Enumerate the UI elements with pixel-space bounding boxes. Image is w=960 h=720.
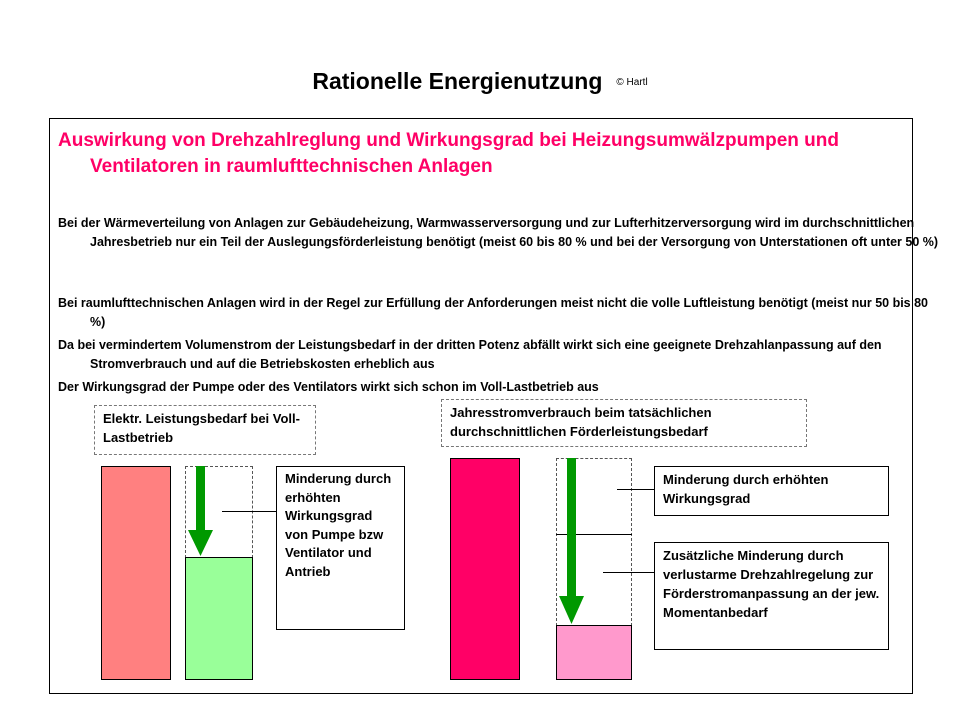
callout-line-left [222, 511, 277, 512]
reduction-arrow-left [185, 466, 225, 558]
right-callout-2: Zusätzliche Minderung durch verlustarme Drehzahlregelung zur Förderstromanpassung an der jew. Momentanbedarf [654, 542, 889, 650]
title-text: Rationelle Energienutzung [312, 68, 603, 94]
left-diagram-label: Elektr. Leistungsbedarf bei Voll-Lastbetrieb [94, 405, 316, 455]
reduction-arrow-right [556, 458, 596, 626]
right-callout-1: Minderung durch erhöhten Wirkungsgrad [654, 466, 889, 516]
section-heading: Auswirkung von Drehzahlreglung und Wirkungsgrad bei Heizungsumwälzpumpen und Ventilatoren in raumlufttechnischen Anlagen [58, 130, 839, 177]
left-callout: Minderung durch erhöhten Wirkungsgrad von Pumpe bzw Ventilator und Antrieb [276, 466, 405, 630]
paragraph-3: Da bei vermindertem Volumenstrom der Leistungsbedarf in der dritten Potenz abfällt wirkt sich eine geeignete Drehzahlanpassung auf den Stromverbrauch und auf die Betriebskosten erheblich aus [58, 338, 882, 371]
paragraph-1: Bei der Wärmeverteilung von Anlagen zur Gebäudeheizung, Warmwasserversorgung und zur Lufterhitzerversorgung wird im durchschnittlichen Jahresbetrieb nur ein Teil der Auslegungsförderleistung benötigt (meist 60 bis 80 % und bei der Versorgung von Unterstationen oft unter 50 %) [58, 216, 939, 249]
reduced-consumption-bar [556, 625, 632, 680]
right-diagram-label: Jahresstromverbrauch beim tatsächlichen durchschnittlichen Förderleistungsbedarf [441, 399, 807, 447]
callout-line-right-1 [617, 489, 655, 490]
paragraph-2: Bei raumlufttechnischen Anlagen wird in der Regel zur Erfüllung der Anforderungen meist nicht die volle Luftleistung benötigt (meist nur 50 bis 80 %) [58, 296, 929, 329]
reduced-load-bar [185, 557, 253, 680]
copyright-note: © Hartl [616, 77, 648, 89]
paragraph-4: Der Wirkungsgrad der Pumpe oder des Ventilators wirkt sich schon im Voll-Lastbetrieb aus [58, 380, 599, 394]
callout-line-right-2 [603, 572, 655, 573]
annual-consumption-bar [450, 458, 520, 680]
page-title [0, 68, 960, 95]
full-load-bar [101, 466, 171, 680]
